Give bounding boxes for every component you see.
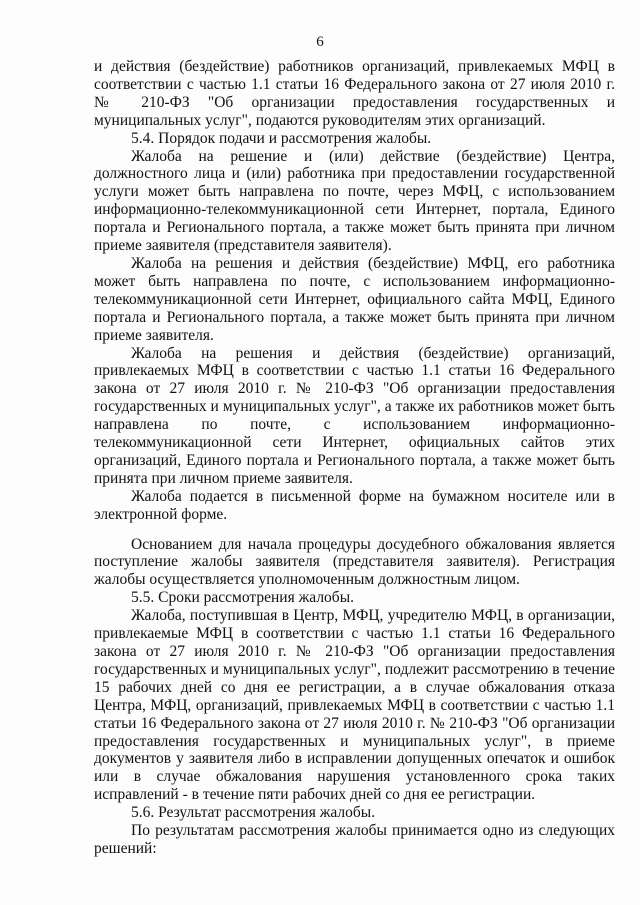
section-heading-5-4: 5.4. Порядок подачи и рассмотрения жалобы. xyxy=(131,129,432,147)
paragraph: Жалоба на решение и (или) действие (бездействие) Центра, должностного лица и (или) работника при предоставлении государственной услуги может быть направлена по почте, через МФЦ, с использованием информационно-телекоммуникационной сети Интернет, портала, Единого портала и Регионального портала, а также может быть принята при личном приеме заявителя (представителя заявителя). xyxy=(94,147,615,255)
page-number: 6 xyxy=(316,34,324,50)
paragraph: Жалоба на решения и действия (бездействие) МФЦ, его работника может быть направлена по почте, с использованием информационно-телекоммуникационной сети Интернет, официального сайта МФЦ, Единого портала и Регионального портала, а также может быть принята при личном приеме заявителя. xyxy=(94,254,615,344)
paragraph: Основанием для начала процедуры досудебного обжалования является поступление жалобы заявителя (представителя заявителя). Регистрация жалобы осуществляется уполномоченным должностным лицом. xyxy=(94,535,615,589)
document-body xyxy=(94,58,615,858)
paragraph: Жалоба на решения и действия (бездействие) организаций, привлекаемых МФЦ в соответствии с частью 1.1 статьи 16 Федерального закона от 27 июля 2010 г. № 210-ФЗ "Об организации предоставления государственных и муниципальных услуг", а также их работников может быть направлена по почте, с использованием информационно-телекоммуникационной сети Интернет, официальных сайтов этих организаций, Единого портала и Регионального портала, а также может быть принята при личном приеме заявителя. xyxy=(94,344,615,487)
paragraph: По результатам рассмотрения жалобы принимается одно из следующих решений: xyxy=(94,822,615,857)
paragraph-continuation: и действия (бездействие) работников организаций, привлекаемых МФЦ в соответствии с частью 1.1 статьи 16 Федерального закона от 27 июля 2010 г. № 210-ФЗ "Об организации предоставления государственных и муниципальных услуг", подаются руководителям этих организаций. xyxy=(94,58,615,129)
section-heading-5-6: 5.6. Результат рассмотрения жалобы. xyxy=(131,804,376,822)
section-heading-5-5: 5.5. Сроки рассмотрения жалобы. xyxy=(131,589,354,607)
paragraph: Жалоба, поступившая в Центр, МФЦ, учредителю МФЦ, в организации, привлекаемые МФЦ в соответствии с частью 1.1 статьи 16 Федерального закона от 27 июля 2010 г. № 210-ФЗ "Об организации предоставления государственных и муниципальных услуг", подлежит рассмотрению в течение 15 рабочих дней со дня ее регистрации, а в случае обжалования отказа Центра, МФЦ, организаций, привлекаемых МФЦ в соответствии с частью 1.1 статьи 16 Федерального закона от 27 июля 2010 г. № 210-ФЗ "Об организации предоставления государственных и муниципальных услуг", в приеме документов у заявителя либо в исправлении допущенных опечаток и ошибок или в случае обжалования нарушения установленного срока таких исправлений - в течение пяти рабочих дней со дня ее регистрации. xyxy=(94,607,615,804)
paragraph: Жалоба подается в письменной форме на бумажном носителе или в электронной форме. xyxy=(94,487,615,523)
